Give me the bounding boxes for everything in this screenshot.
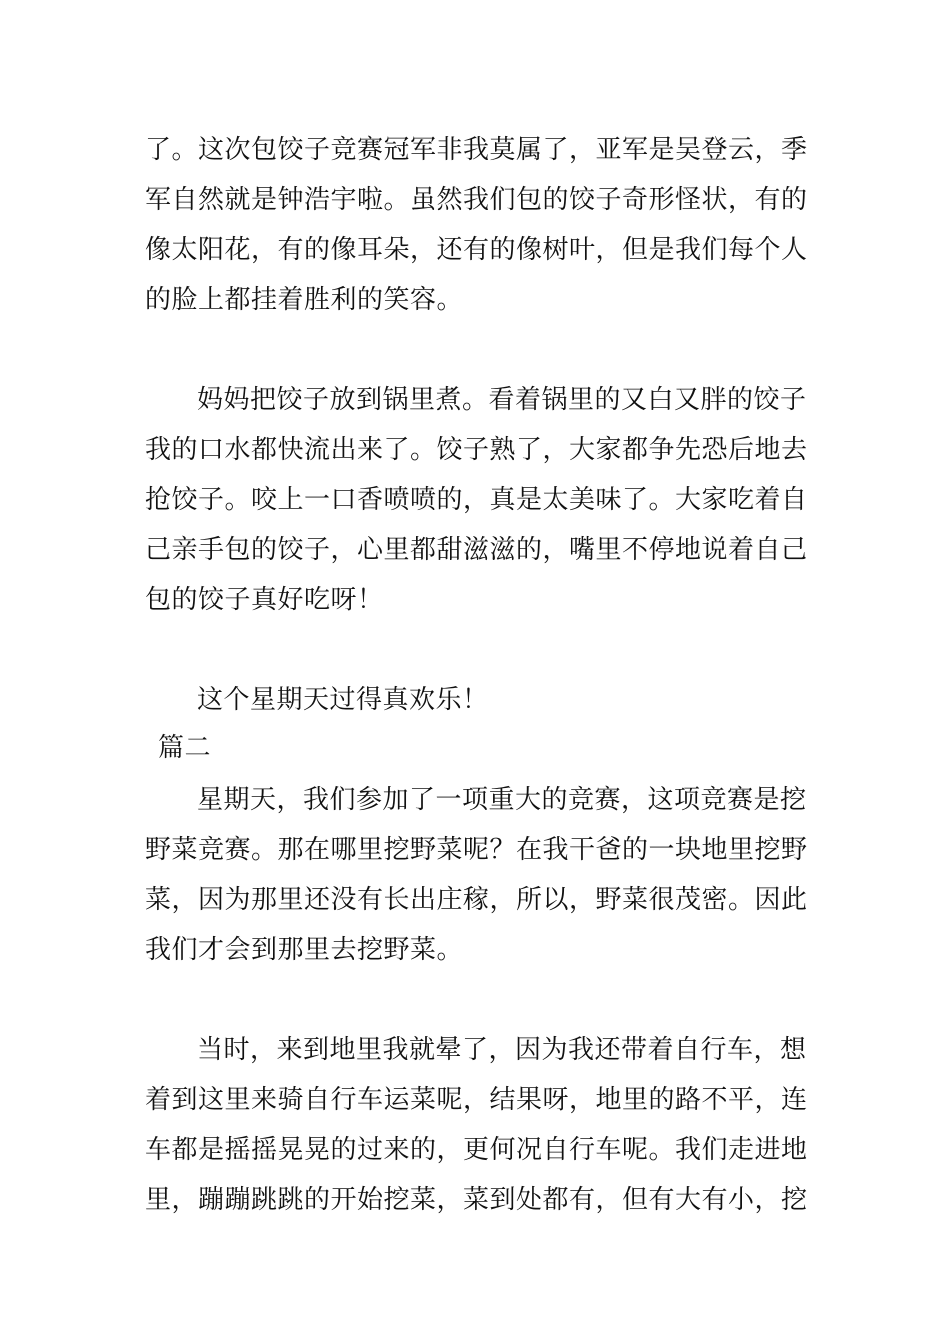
paragraph-line: 军自然就是钟浩宇啦。虽然我们包的饺子奇形怪状，有的 <box>145 185 808 215</box>
paragraph-line: 的脸上都挂着胜利的笑容。 <box>145 285 464 315</box>
paragraph-line: 己亲手包的饺子，心里都甜滋滋的，嘴里不停地说着自己 <box>145 535 808 565</box>
paragraph-line: 星期天，我们参加了一项重大的竞赛，这项竞赛是挖 <box>197 785 807 815</box>
paragraph-line: 像太阳花，有的像耳朵，还有的像树叶，但是我们每个人 <box>145 235 808 265</box>
paragraph-line: 这个星期天过得真欢乐！ <box>197 685 489 715</box>
paragraph-line: 包的饺子真好吃呀！ <box>145 585 384 615</box>
paragraph-line: 车都是摇摇晃晃的过来的，更何况自行车呢。我们走进地 <box>145 1135 808 1165</box>
paragraph-line: 我的口水都快流出来了。饺子熟了，大家都争先恐后地去 <box>145 435 808 465</box>
paragraph-line: 野菜竞赛。那在哪里挖野菜呢？在我干爸的一块地里挖野 <box>145 835 808 865</box>
paragraph-line: 着到这里来骑自行车运菜呢，结果呀，地里的路不平，连 <box>145 1085 808 1115</box>
paragraph-line: 了。这次包饺子竞赛冠军非我莫属了，亚军是吴登云，季 <box>145 135 808 165</box>
paragraph-line: 妈妈把饺子放到锅里煮。看着锅里的又白又胖的饺子 <box>197 385 807 415</box>
paragraph-line: 里，蹦蹦跳跳的开始挖菜，菜到处都有，但有大有小，挖 <box>145 1185 808 1215</box>
paragraph-line: 抢饺子。咬上一口香喷喷的，真是太美味了。大家吃着自 <box>145 485 808 515</box>
paragraph-line: 我们才会到那里去挖野菜。 <box>145 935 464 965</box>
section-heading: 篇二 <box>158 733 212 763</box>
paragraph-line: 当时，来到地里我就晕了，因为我还带着自行车，想 <box>197 1035 807 1065</box>
paragraph-line: 菜，因为那里还没有长出庄稼，所以，野菜很茂密。因此 <box>145 885 808 915</box>
